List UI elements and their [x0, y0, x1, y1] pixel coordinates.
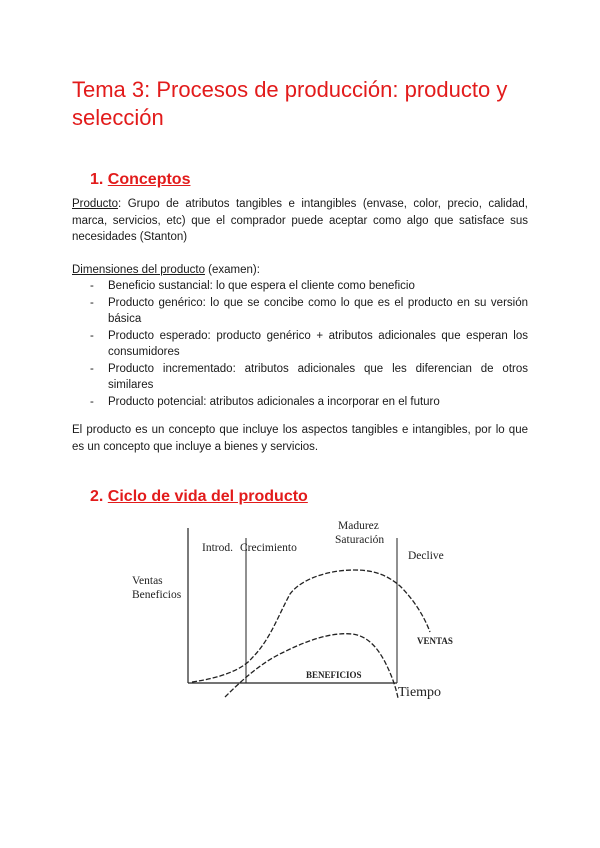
list-item [72, 328, 528, 361]
producto-definition [72, 196, 528, 246]
list-dash: - [90, 329, 94, 342]
list-dash: - [90, 296, 94, 309]
phase-label-intro: Introd. [202, 542, 233, 554]
producto-def-text: : Grupo de atributos tangibles e intangibles (envase, color, precio, calidad, marca, servicios, etc) que el comprador puede aceptar como algo que satisface sus necesidades (Stanton) [72, 198, 528, 243]
list-item [72, 394, 528, 411]
list-item-text: Producto incrementado: atributos adicionales que les diferencian de otros similares [108, 362, 528, 391]
closing-paragraph: El producto es un concepto que incluye los aspectos tangibles e intangibles, por lo que es un concepto que incluye a bienes y servicios. [72, 424, 528, 453]
phase-label-madurez: Madurez [338, 520, 379, 532]
y-axis-label-ventas: Ventas [132, 575, 163, 587]
phase-label-saturacion: Saturación [335, 534, 385, 546]
list-item [72, 361, 528, 394]
dimensiones-heading [72, 262, 528, 279]
phase-label-crecimiento: Crecimiento [240, 542, 297, 554]
list-item [72, 295, 528, 328]
list-item-text: Producto potencial: atributos adicionales a incorporar en el futuro [108, 395, 440, 408]
beneficios-curve-label: BENEFICIOS [306, 670, 362, 680]
page-title: Tema 3: Procesos de producción: producto y selección [72, 77, 508, 130]
dimensiones-term: Dimensiones del producto [72, 264, 205, 276]
phase-label-declive: Declive [408, 550, 444, 562]
list-dash: - [90, 362, 94, 375]
section-number: 1. [90, 171, 104, 188]
list-dash: - [90, 395, 94, 408]
x-axis-label-tiempo: Tiempo [398, 685, 442, 700]
y-axis-label-beneficios: Beneficios [132, 589, 182, 601]
product-life-cycle-diagram [130, 512, 470, 704]
list-dash: - [90, 280, 94, 292]
section-heading-conceptos [90, 171, 190, 189]
list-item-text: Producto esperado: producto genérico + atributos adicionales que esperan los consumidores [108, 329, 528, 358]
section-number: 2. [90, 488, 104, 505]
list-item-text: Producto genérico: lo que se concibe como lo que es el producto en su versión básica [108, 296, 528, 325]
ventas-curve-label: VENTAS [417, 636, 453, 646]
beneficios-curve [225, 634, 398, 698]
producto-term: Producto [72, 198, 119, 210]
ventas-curve [192, 570, 430, 682]
list-item-text: Beneficio sustancial: lo que espera el cliente como beneficio [108, 280, 415, 292]
list-item [72, 278, 528, 295]
dimensiones-suffix: (examen): [204, 264, 260, 276]
section-heading-ciclo-vida [90, 488, 308, 506]
section-title: Ciclo de vida del producto [107, 488, 308, 505]
dimensiones-list [72, 278, 528, 410]
section-title: Conceptos [107, 171, 191, 188]
